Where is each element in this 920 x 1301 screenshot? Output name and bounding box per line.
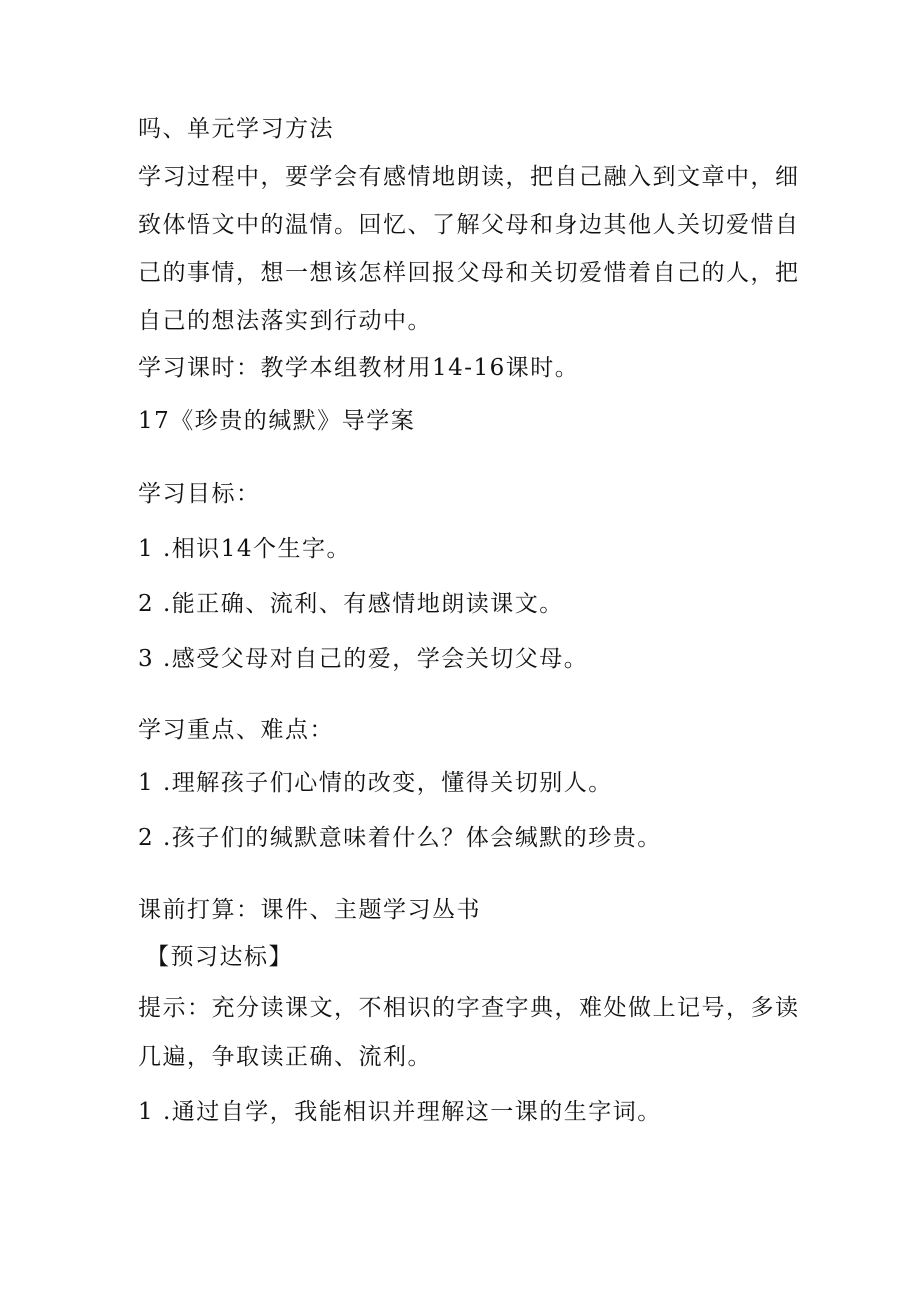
- goal-item-2: 2 .能正确、流利、有感情地朗读课文。: [138, 591, 564, 617]
- tip-line-1: 提示：充分读课文，不相识的字查字典，难处做上记号，多读: [138, 995, 800, 1021]
- method-line-4: 自己的想法落实到行动中。: [138, 308, 432, 334]
- method-line-1: 学习过程中，要学会有感情地朗读，把自己融入到文章中，细: [138, 164, 800, 190]
- goals-heading: 学习目标：: [138, 481, 261, 507]
- key-point-item-2: 2 .孩子们的缄默意味着什么？体会缄默的珍贵。: [138, 825, 662, 851]
- section-heading: 吗、单元学习方法: [138, 116, 334, 142]
- goal-item-3: 3 .感受父母对自己的爱，学会关切父母。: [138, 646, 589, 672]
- class-hours: 学习课时：教学本组教材用14-16课时。: [138, 355, 580, 381]
- method-line-3: 己的事情，想一想该怎样回报父母和关切爱惜着自己的人，把: [138, 260, 800, 286]
- key-point-item-1: 1 .理解孩子们心情的改变，懂得关切别人。: [138, 770, 613, 796]
- lesson-title: 17《珍贵的缄默》导学案: [138, 408, 416, 434]
- goal-item-1: 1 .相识14个生字。: [138, 536, 352, 562]
- key-points-heading: 学习重点、难点：: [138, 717, 334, 743]
- preview-heading: 【预习达标】: [146, 944, 293, 970]
- tip-line-2: 几遍，争取读正确、流利。: [138, 1044, 432, 1070]
- preparation: 课前打算：课件、主题学习丛书: [138, 897, 481, 923]
- task-item-1: 1 .通过自学，我能相识并理解这一课的生字词。: [138, 1099, 662, 1125]
- method-line-2: 致体悟文中的温情。回忆、了解父母和身边其他人关切爱惜自: [138, 212, 800, 238]
